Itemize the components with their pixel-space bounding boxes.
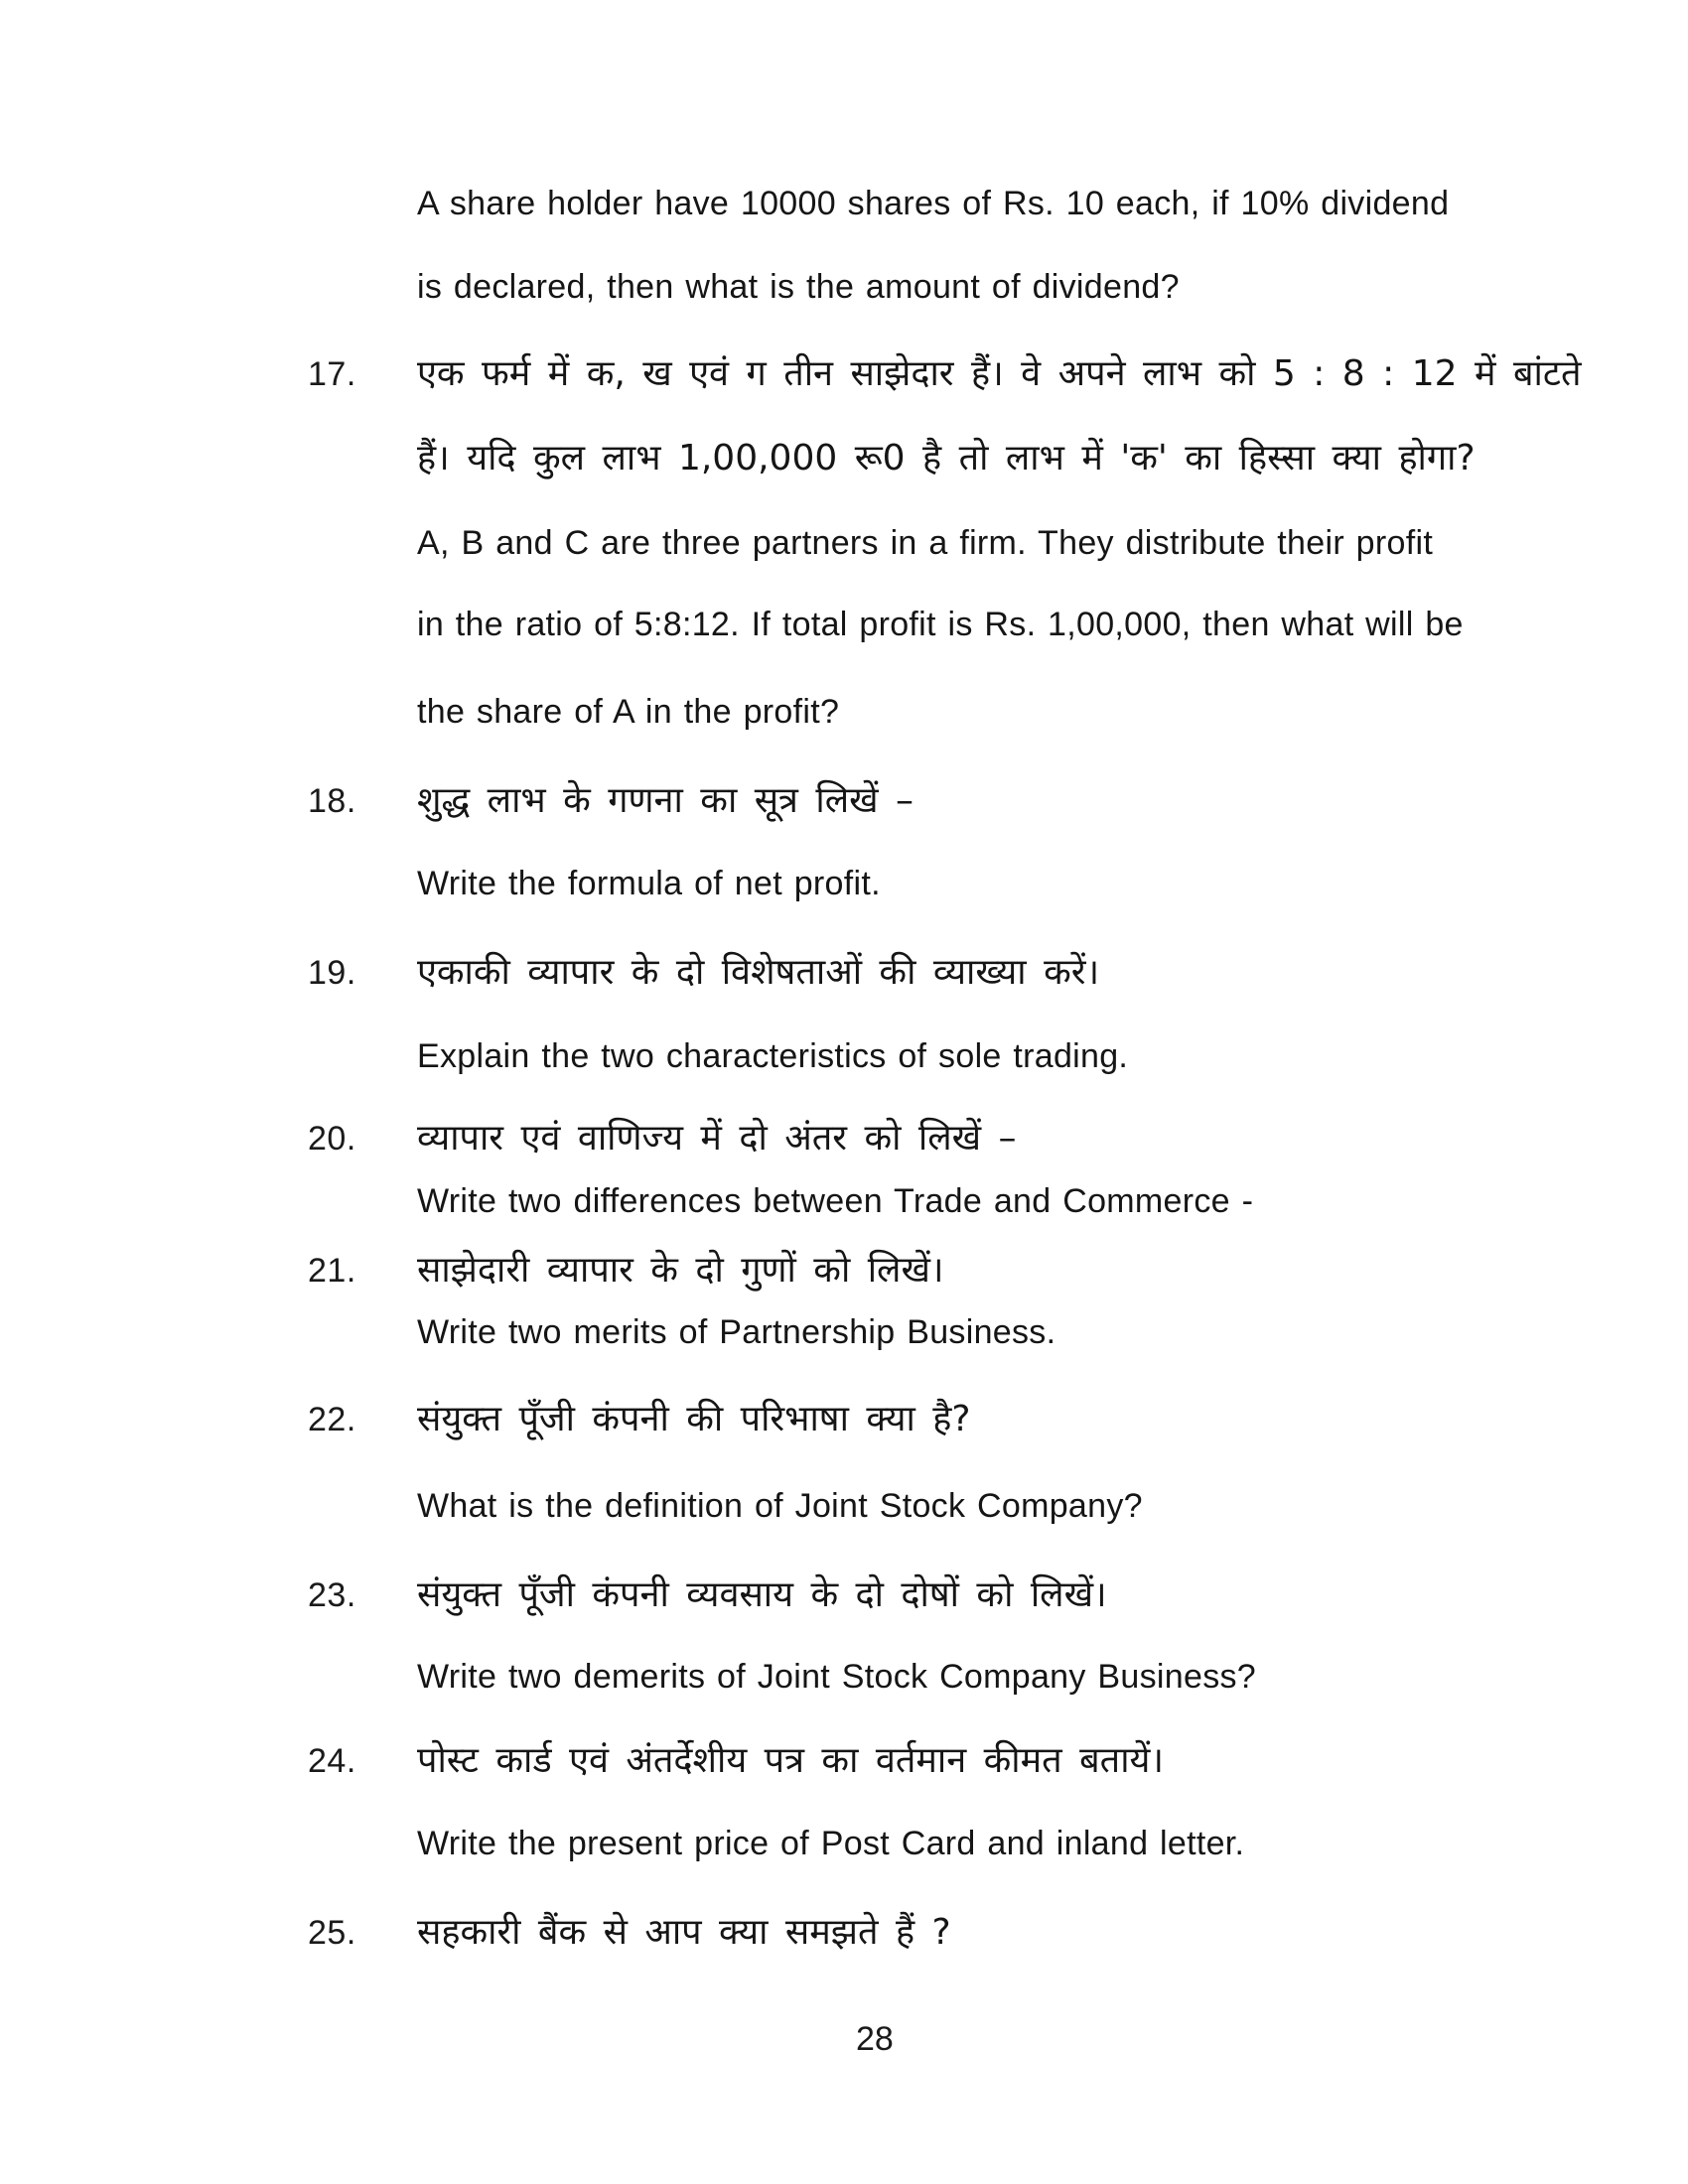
question-line	[0, 1393, 971, 1441]
question-text: सहकारी बैंक से आप क्या समझते हैं ?	[417, 1912, 951, 1953]
question-text: शुद्ध लाभ के गणना का सूत्र लिखें –	[417, 780, 914, 821]
question-line	[0, 1112, 1017, 1160]
question-line	[0, 606, 1464, 644]
question-text: एकाकी व्यापार के दो विशेषताओं की व्याख्या करें।	[417, 952, 1100, 993]
page-number: 28	[856, 2020, 894, 2058]
question-line	[0, 1182, 1253, 1221]
question-line	[0, 774, 914, 823]
question-line	[0, 1825, 1244, 1863]
question-number: 19.	[308, 954, 356, 992]
question-line	[0, 1487, 1143, 1526]
question-number: 24.	[308, 1742, 356, 1780]
question-text: संयुक्त पूँजी कंपनी की परिभाषा क्या है?	[417, 1399, 971, 1439]
question-line	[0, 946, 1099, 995]
question-text: हैं। यदि कुल लाभ 1,00,000 रू0 है तो लाभ में 'क' का हिस्सा क्या होगा?	[417, 438, 1476, 478]
question-text: Write the present price of Post Card and inland letter.	[417, 1825, 1245, 1862]
question-text: Explain the two characteristics of sole trading.	[417, 1037, 1129, 1075]
question-text: एक फर्म में क, ख एवं ग तीन साझेदार हैं। वे अपने लाभ को 5 : 8 : 12 में बांटते	[417, 353, 1582, 394]
question-number: 25.	[308, 1914, 356, 1952]
question-line	[0, 1569, 1107, 1617]
question-line	[0, 524, 1433, 563]
question-line	[0, 432, 1476, 480]
question-line	[0, 1906, 951, 1955]
question-text: Write two demerits of Joint Stock Company Business?	[417, 1658, 1257, 1696]
question-text: पोस्ट कार्ड एवं अंतर्देशीय पत्र का वर्तमान कीमत बतायें।	[417, 1740, 1165, 1781]
question-text: व्यापार एवं वाणिज्य में दो अंतर को लिखें –	[417, 1118, 1017, 1159]
question-text: is declared, then what is the amount of dividend?	[417, 268, 1180, 306]
question-line	[0, 268, 1180, 307]
question-line	[0, 693, 839, 732]
question-text: the share of A in the profit?	[417, 693, 840, 731]
question-text: What is the definition of Joint Stock Company?	[417, 1487, 1143, 1525]
question-number: 22.	[308, 1401, 356, 1438]
question-line	[0, 347, 1582, 396]
question-text: साझेदारी व्यापार के दो गुणों को लिखें।	[417, 1250, 944, 1291]
question-text: A share holder have 10000 shares of Rs. 10 each, if 10% dividend	[417, 185, 1450, 222]
question-number: 17.	[308, 355, 356, 393]
question-line	[0, 1313, 1055, 1352]
question-text: Write the formula of net profit.	[417, 865, 881, 902]
question-number: 21.	[308, 1252, 356, 1290]
question-line	[0, 1037, 1128, 1076]
question-text: Write two merits of Partnership Business.	[417, 1313, 1056, 1351]
question-number: 18.	[308, 782, 356, 820]
question-number: 23.	[308, 1576, 356, 1614]
question-number: 20.	[308, 1120, 356, 1158]
question-line	[0, 1244, 944, 1293]
question-text: A, B and C are three partners in a firm. They distribute their profit	[417, 524, 1434, 562]
question-text: in the ratio of 5:8:12. If total profit is Rs. 1,00,000, then what will be	[417, 606, 1464, 643]
question-line	[0, 1734, 1164, 1783]
question-text: संयुक्त पूँजी कंपनी व्यवसाय के दो दोषों को लिखें।	[417, 1574, 1107, 1615]
question-text: Write two differences between Trade and Commerce -	[417, 1182, 1254, 1220]
question-line	[0, 1658, 1256, 1697]
question-line	[0, 865, 881, 903]
question-line	[0, 185, 1449, 223]
